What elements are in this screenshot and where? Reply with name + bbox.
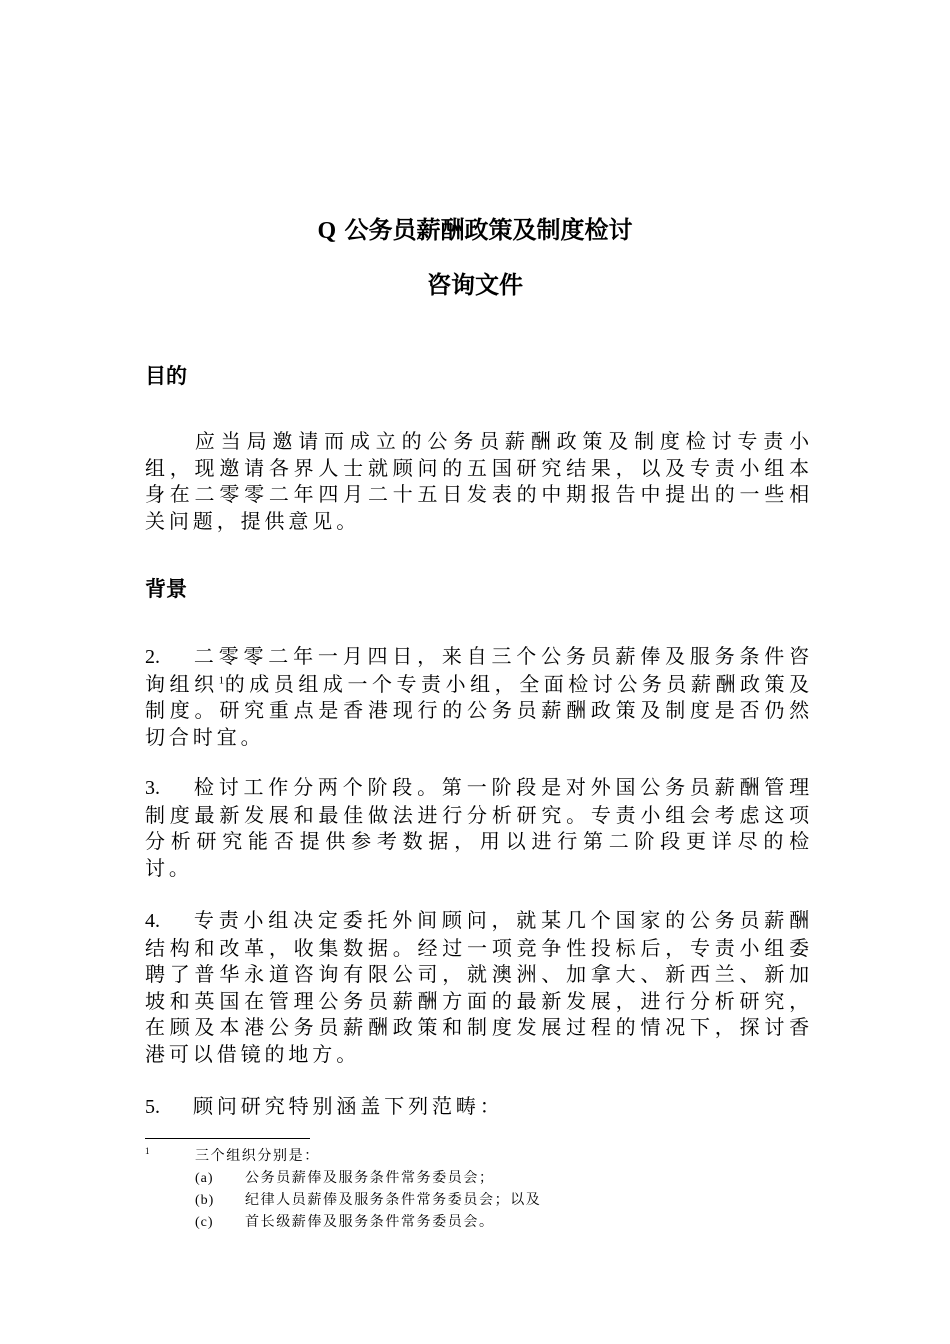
paragraph-text: 检讨工作分两个阶段。第一阶段是对外国公务员薪酬管理制度最新发展和最佳做法进行分析研究。专责小组会考虑这项分析研究能否提供参考数据，用以进行第二阶段更详尽的检讨。 [145, 775, 813, 880]
heading-purpose: 目的 [145, 364, 187, 388]
paragraph-number: 2. [145, 646, 160, 668]
paragraph-3 [145, 774, 813, 881]
footnote-item-label: (c) [195, 1215, 214, 1230]
paragraph-4 [145, 907, 813, 1067]
document-title [0, 215, 950, 246]
title-line-1: 公务员薪酬政策及制度检讨 [344, 216, 633, 244]
document-subtitle: 咨询文件 [427, 271, 523, 299]
footnote-item [195, 1167, 495, 1190]
paragraph-number: 4. [145, 910, 160, 932]
paragraph-5 [145, 1093, 813, 1121]
purpose-text: 应当局邀请而成立的公务员薪酬政策及制度检讨专责小组，现邀请各界人士就顾问的五国研究结果，以及专责小组本身在二零零二年四月二十五日发表的中期报告中提出的一些相关问题，提供意见。 [145, 429, 813, 533]
paragraph-text: 专责小组决定委托外间顾问，就某几个国家的公务员薪酬结构和改革，收集数据。经过一项竞争性投标后，专责小组委聘了普华永道咨询有限公司，就澳洲、加拿大、新西兰、新加坡和英国在管理公务员薪酬方面的最新发展，进行分析研究，在顾及本港公务员薪酬政策和制度发展过程的情况下，探讨香港可以借镜的地方。 [145, 908, 813, 1066]
paragraph-text-continued: 的成员组成一个专责小组，全面检讨公务员薪酬政策及制度。研究重点是香港现行的公务员薪酬政策及制度是否仍然切合时宜。 [145, 671, 814, 749]
paragraph-2 [145, 643, 813, 750]
paragraph-number: 5. [145, 1096, 160, 1118]
heading-background: 背景 [145, 577, 187, 601]
footnote-item [195, 1211, 495, 1234]
paragraph-number: 3. [145, 777, 160, 799]
footnote-mark: 1 [145, 1146, 150, 1156]
footnote-item-text: 纪律人员薪俸及服务条件常务委员会；以及 [245, 1192, 542, 1208]
footnote-reference[interactable]: 1 [218, 673, 225, 686]
footnote-item-label: (a) [195, 1171, 214, 1186]
footnote-intro-text: 三个组织分别是： [195, 1148, 320, 1164]
footnote-intro [145, 1145, 320, 1167]
footnote-item-text: 公务员薪俸及服务条件常务委员会； [245, 1170, 495, 1186]
title-prefix: Q [317, 218, 337, 244]
paragraph-purpose [145, 428, 813, 534]
paragraph-text: 顾问研究特别涵盖下列范畴： [193, 1094, 504, 1118]
footnote-item-label: (b) [195, 1193, 215, 1208]
footnote-item-text: 首长级薪俸及服务条件常务委员会。 [245, 1214, 495, 1230]
footnote-item [195, 1189, 541, 1212]
footnote-divider [145, 1138, 310, 1139]
paragraph-text: 二零零二年一月四日，来自三个公务员薪俸及服务条件咨询组织 [145, 644, 813, 696]
